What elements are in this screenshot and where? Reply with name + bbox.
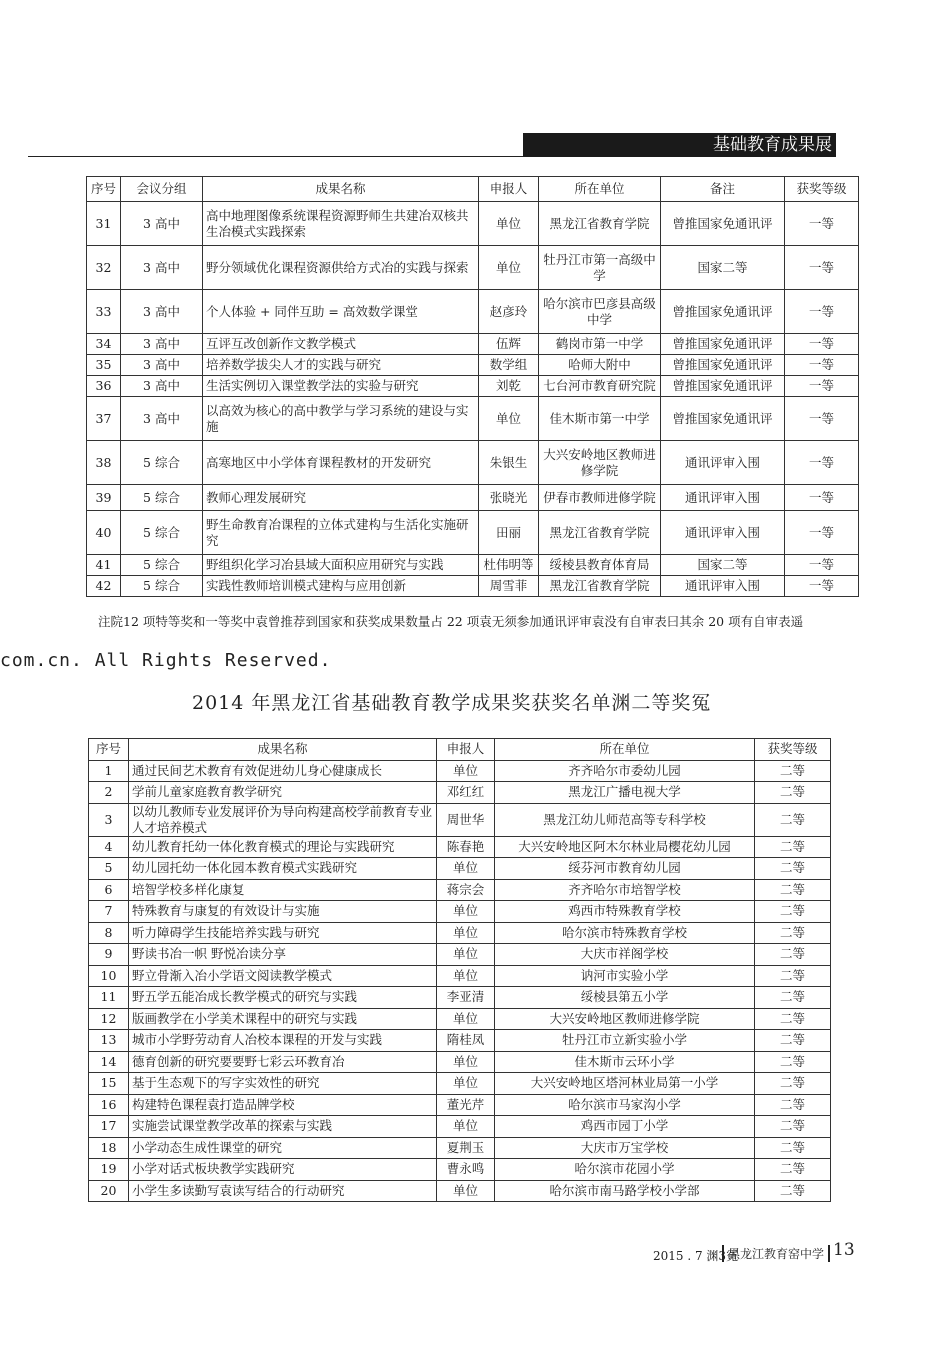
- table-cell: 绥芬河市教育幼儿园: [495, 858, 755, 880]
- table-cell: 3 高中: [121, 202, 203, 246]
- table-cell: 听力障碍学生技能培养实践与研究: [129, 922, 437, 944]
- table-row: [89, 836, 831, 858]
- table-cell: 单位: [437, 760, 495, 782]
- column-header: 序号: [87, 177, 121, 202]
- table-row: [89, 1008, 831, 1030]
- table-cell: 3 高中: [121, 397, 203, 441]
- table-row: [89, 858, 831, 880]
- table-cell: 37: [87, 397, 121, 441]
- column-header: 成果名称: [129, 739, 437, 761]
- table-cell: 13: [89, 1030, 129, 1052]
- table-cell: 曾推国家免通讯评: [661, 202, 785, 246]
- table-cell: 哈师大附中: [539, 355, 661, 376]
- table-row: [89, 782, 831, 804]
- table-cell: 田丽: [479, 511, 539, 555]
- table-cell: 二等: [755, 1137, 831, 1159]
- table-cell: 3 高中: [121, 376, 203, 397]
- table-cell: 大兴安岭地区教师进修学院: [539, 441, 661, 485]
- table-cell: 10: [89, 965, 129, 987]
- table-cell: 刘乾: [479, 376, 539, 397]
- table-cell: 朱银生: [479, 441, 539, 485]
- table-cell: 通过民间艺术教育有效促进幼儿身心健康成长: [129, 760, 437, 782]
- table-cell: 5 综合: [121, 441, 203, 485]
- table-cell: 4: [89, 836, 129, 858]
- table-cell: 牡丹江市第一高级中学: [539, 246, 661, 290]
- table-row: [87, 441, 859, 485]
- table-cell: 单位: [479, 246, 539, 290]
- table-cell: 34: [87, 334, 121, 355]
- column-header: 备注: [661, 177, 785, 202]
- table-row: [87, 376, 859, 397]
- table-row: [89, 879, 831, 901]
- table-cell: 5 综合: [121, 511, 203, 555]
- table-cell: 5 综合: [121, 555, 203, 576]
- table-cell: 张晓光: [479, 485, 539, 511]
- table-cell: 二等: [755, 965, 831, 987]
- table-cell: 野五学五能冶成长教学模式的研究与实践: [129, 987, 437, 1009]
- table-cell: 佳木斯市云环小学: [495, 1051, 755, 1073]
- table-row: [89, 987, 831, 1009]
- table-cell: 野立骨渐入冶小学语文阅读教学模式: [129, 965, 437, 987]
- table-cell: 二等: [755, 760, 831, 782]
- table-header-row: [89, 739, 831, 761]
- table-footnote: 注院12 项特等奖和一等奖中袁曾推荐到国家和获奖成果数量占 22 项袁无须参加通讯评审袁没有自审表曰其余 20 项有自审表遥: [98, 614, 804, 629]
- table-cell: 哈尔滨市特殊教育学校: [495, 922, 755, 944]
- table-cell: 佳木斯市第一中学: [539, 397, 661, 441]
- table-cell: 7: [89, 901, 129, 923]
- table-cell: 陈春艳: [437, 836, 495, 858]
- table-cell: 一等: [785, 376, 859, 397]
- table-cell: 小学生多读勤写袁读写结合的行动研究: [129, 1180, 437, 1202]
- table-cell: 42: [87, 576, 121, 597]
- table-cell: 一等: [785, 511, 859, 555]
- table-cell: 通讯评审入围: [661, 441, 785, 485]
- table-cell: 曾推国家免通讯评: [661, 376, 785, 397]
- table-cell: 32: [87, 246, 121, 290]
- table-cell: 单位: [437, 922, 495, 944]
- table-cell: 14: [89, 1051, 129, 1073]
- table-cell: 鹤岗市第一中学: [539, 334, 661, 355]
- second-prize-title: 2014 年黑龙江省基础教育教学成果奖获奖名单渊二等奖冤: [192, 692, 712, 714]
- table-cell: 德育创新的研究要要野七彩云环教育冶: [129, 1051, 437, 1073]
- table-cell: 大兴安岭地区教师进修学院: [495, 1008, 755, 1030]
- table-cell: 二等: [755, 1051, 831, 1073]
- table-row: [87, 202, 859, 246]
- table-cell: 二等: [755, 836, 831, 858]
- table-cell: 伍辉: [479, 334, 539, 355]
- table-cell: 蒋宗会: [437, 879, 495, 901]
- table-cell: 赵彦玲: [479, 290, 539, 334]
- table-cell: 通讯评审入围: [661, 511, 785, 555]
- table-cell: 单位: [479, 397, 539, 441]
- table-cell: 二等: [755, 1008, 831, 1030]
- table-cell: 一等: [785, 246, 859, 290]
- table-row: [89, 1159, 831, 1181]
- table-cell: 二等: [755, 782, 831, 804]
- table-cell: 3 高中: [121, 246, 203, 290]
- table-cell: 一等: [785, 485, 859, 511]
- table-cell: 二等: [755, 1159, 831, 1181]
- table-cell: 8: [89, 922, 129, 944]
- table-cell: 18: [89, 1137, 129, 1159]
- table-cell: 单位: [437, 965, 495, 987]
- table-cell: 5 综合: [121, 485, 203, 511]
- table-cell: 41: [87, 555, 121, 576]
- table-row: [87, 334, 859, 355]
- table-cell: 单位: [437, 1051, 495, 1073]
- table-cell: 小学动态生成性课堂的研究: [129, 1137, 437, 1159]
- table-row: [89, 760, 831, 782]
- table-cell: 二等: [755, 944, 831, 966]
- table-cell: 一等: [785, 290, 859, 334]
- table-row: [89, 1030, 831, 1052]
- table-header-row: [87, 177, 859, 202]
- table-cell: 15: [89, 1073, 129, 1095]
- table-row: [89, 965, 831, 987]
- table-row: [87, 355, 859, 376]
- table-cell: 二等: [755, 858, 831, 880]
- table-cell: 二等: [755, 987, 831, 1009]
- table-cell: 大庆市万宝学校: [495, 1137, 755, 1159]
- table-cell: 以幼儿教师专业发展评价为导向构建高校学前教育专业人才培养模式: [129, 803, 437, 836]
- table-cell: 9: [89, 944, 129, 966]
- table-cell: 5: [89, 858, 129, 880]
- table-cell: 单位: [437, 1008, 495, 1030]
- table-cell: 二等: [755, 1030, 831, 1052]
- table-cell: 实施尝试课堂教学改革的探索与实践: [129, 1116, 437, 1138]
- table-cell: 隋桂凤: [437, 1030, 495, 1052]
- column-header: 申报人: [479, 177, 539, 202]
- award-table-second-prize: [88, 738, 831, 1202]
- table-row: [87, 555, 859, 576]
- table-cell: 生活实例切入课堂教学法的实验与研究: [203, 376, 479, 397]
- table-cell: 曾推国家免通讯评: [661, 334, 785, 355]
- table-cell: 周世华: [437, 803, 495, 836]
- copyright-watermark: com.cn. All Rights Reserved.: [0, 650, 332, 671]
- table-cell: 黑龙江省教育学院: [539, 576, 661, 597]
- table-cell: 单位: [437, 901, 495, 923]
- table-cell: 二等: [755, 1073, 831, 1095]
- table-cell: 版画教学在小学美术课程中的研究与实践: [129, 1008, 437, 1030]
- table-cell: 17: [89, 1116, 129, 1138]
- table-cell: 一等: [785, 576, 859, 597]
- table-cell: 35: [87, 355, 121, 376]
- table-cell: 39: [87, 485, 121, 511]
- table-cell: 11: [89, 987, 129, 1009]
- table-row: [87, 246, 859, 290]
- table-cell: 野生命教育冶课程的立体式建构与生活化实施研究: [203, 511, 479, 555]
- table-cell: 40: [87, 511, 121, 555]
- table-cell: 特殊教育与康复的有效设计与实施: [129, 901, 437, 923]
- table-cell: 6: [89, 879, 129, 901]
- table-cell: 互评互改创新作文教学模式: [203, 334, 479, 355]
- table-cell: 城市小学野劳动育人冶校本课程的开发与实践: [129, 1030, 437, 1052]
- table-cell: 齐齐哈尔市培智学校: [495, 879, 755, 901]
- table-row: [89, 1094, 831, 1116]
- issue-date: 2015 . 7 渊3冤: [653, 1249, 739, 1263]
- table-row: [89, 1051, 831, 1073]
- table-cell: 二等: [755, 803, 831, 836]
- table-cell: 周雪菲: [479, 576, 539, 597]
- table-cell: 野读书冶一帜 野悦冶读分享: [129, 944, 437, 966]
- table-cell: 一等: [785, 355, 859, 376]
- table-cell: 3 高中: [121, 334, 203, 355]
- table-cell: 16: [89, 1094, 129, 1116]
- table-cell: 培养数学拔尖人才的实践与研究: [203, 355, 479, 376]
- table-row: [87, 576, 859, 597]
- table-cell: 学前儿童家庭教育教学研究: [129, 782, 437, 804]
- table-cell: 杜伟明等: [479, 555, 539, 576]
- table-cell: 邓红红: [437, 782, 495, 804]
- table-cell: 鸡西市特殊教育学校: [495, 901, 755, 923]
- page-number: 13: [833, 1240, 855, 1260]
- table-row: [89, 922, 831, 944]
- table-cell: 二等: [755, 1094, 831, 1116]
- table-cell: 讷河市实验小学: [495, 965, 755, 987]
- table-cell: 单位: [437, 944, 495, 966]
- table-cell: 二等: [755, 922, 831, 944]
- table-row: [89, 1137, 831, 1159]
- table-cell: 齐齐哈尔市委幼儿园: [495, 760, 755, 782]
- table-cell: 培智学校多样化康复: [129, 879, 437, 901]
- table-cell: 教师心理发展研究: [203, 485, 479, 511]
- table-cell: 38: [87, 441, 121, 485]
- table-cell: 黑龙江广播电视大学: [495, 782, 755, 804]
- table-cell: 曾推国家免通讯评: [661, 355, 785, 376]
- table-cell: 3: [89, 803, 129, 836]
- table-cell: 一等: [785, 555, 859, 576]
- table-cell: 曾推国家免通讯评: [661, 397, 785, 441]
- table-cell: 基于生态观下的写字实效性的研究: [129, 1073, 437, 1095]
- table-row: [89, 944, 831, 966]
- table-cell: 一等: [785, 441, 859, 485]
- table-cell: 二等: [755, 1116, 831, 1138]
- table-cell: 构建特色课程袁打造品牌学校: [129, 1094, 437, 1116]
- table-cell: 5 综合: [121, 576, 203, 597]
- table-row: [87, 511, 859, 555]
- table-cell: 幼儿园托幼一体化园本教育模式实践研究: [129, 858, 437, 880]
- table-cell: 36: [87, 376, 121, 397]
- table-cell: 高中地理图像系统课程资源野师生共建冶双核共生冶模式实践探索: [203, 202, 479, 246]
- table-cell: 一等: [785, 397, 859, 441]
- table-cell: 黑龙江省教育学院: [539, 202, 661, 246]
- table-cell: 哈尔滨市花园小学: [495, 1159, 755, 1181]
- table-cell: 3 高中: [121, 290, 203, 334]
- table-cell: 单位: [437, 1180, 495, 1202]
- table-cell: 牡丹江市立新实验小学: [495, 1030, 755, 1052]
- table-cell: 一等: [785, 202, 859, 246]
- table-cell: 绥棱县第五小学: [495, 987, 755, 1009]
- table-row: [87, 485, 859, 511]
- column-header: 申报人: [437, 739, 495, 761]
- table-cell: 大兴安岭地区阿木尔林业局樱花幼儿园: [495, 836, 755, 858]
- column-header: 会议分组: [121, 177, 203, 202]
- table-cell: 33: [87, 290, 121, 334]
- table-cell: 12: [89, 1008, 129, 1030]
- table-row: [89, 1116, 831, 1138]
- table-cell: 哈尔滨市巴彦县高级中学: [539, 290, 661, 334]
- table-cell: 哈尔滨市马家沟小学: [495, 1094, 755, 1116]
- table-cell: 鸡西市园丁小学: [495, 1116, 755, 1138]
- journal-name: 黑龙江教育窑中学: [722, 1245, 830, 1262]
- table-cell: 大兴安岭地区塔河林业局第一小学: [495, 1073, 755, 1095]
- table-cell: 黑龙江幼儿师范高等专科学校: [495, 803, 755, 836]
- table-cell: 二等: [755, 879, 831, 901]
- table-cell: 单位: [437, 1073, 495, 1095]
- table-cell: 数学组: [479, 355, 539, 376]
- table-cell: 野组织化学习冶县域大面积应用研究与实践: [203, 555, 479, 576]
- table-cell: 二等: [755, 1180, 831, 1202]
- table-cell: 夏荆玉: [437, 1137, 495, 1159]
- column-header: 获奖等级: [755, 739, 831, 761]
- column-header: 序号: [89, 739, 129, 761]
- table-cell: 通讯评审入围: [661, 576, 785, 597]
- table-row: [87, 397, 859, 441]
- table-cell: 1: [89, 760, 129, 782]
- table-cell: 曾推国家免通讯评: [661, 290, 785, 334]
- table-cell: 3 高中: [121, 355, 203, 376]
- table-cell: 哈尔滨市南马路学校小学部: [495, 1180, 755, 1202]
- section-title: 基础教育成果展: [523, 133, 836, 157]
- table-cell: 个人体验 + 同伴互助 = 高效数学课堂: [203, 290, 479, 334]
- table-cell: 20: [89, 1180, 129, 1202]
- award-table-first-prize: [86, 176, 859, 597]
- table-cell: 通讯评审入围: [661, 485, 785, 511]
- table-row: [89, 803, 831, 836]
- table-cell: 31: [87, 202, 121, 246]
- table-cell: 董光芹: [437, 1094, 495, 1116]
- table-cell: 一等: [785, 334, 859, 355]
- table-cell: 高寒地区中小学体育课程教材的开发研究: [203, 441, 479, 485]
- table-cell: 以高效为核心的高中教学与学习系统的建设与实施: [203, 397, 479, 441]
- table-cell: 曹永鸣: [437, 1159, 495, 1181]
- table-cell: 李亚清: [437, 987, 495, 1009]
- table-cell: 单位: [437, 1116, 495, 1138]
- table-cell: 幼儿教育托幼一体化教育模式的理论与实践研究: [129, 836, 437, 858]
- table-cell: 单位: [437, 858, 495, 880]
- table-cell: 绥棱县教育体育局: [539, 555, 661, 576]
- table-row: [87, 290, 859, 334]
- column-header: 获奖等级: [785, 177, 859, 202]
- table-cell: 黑龙江省教育学院: [539, 511, 661, 555]
- table-cell: 实践性教师培训模式建构与应用创新: [203, 576, 479, 597]
- table-cell: 大庆市祥阁学校: [495, 944, 755, 966]
- table-cell: 伊春市教师进修学院: [539, 485, 661, 511]
- table-row: [89, 901, 831, 923]
- table-cell: 国家二等: [661, 555, 785, 576]
- table-cell: 小学对话式板块教学实践研究: [129, 1159, 437, 1181]
- table-row: [89, 1073, 831, 1095]
- table-row: [89, 1180, 831, 1202]
- table-cell: 野分领域优化课程资源供给方式冶的实践与探索: [203, 246, 479, 290]
- table-cell: 国家二等: [661, 246, 785, 290]
- table-cell: 七台河市教育研究院: [539, 376, 661, 397]
- column-header: 所在单位: [495, 739, 755, 761]
- table-cell: 单位: [479, 202, 539, 246]
- table-cell: 19: [89, 1159, 129, 1181]
- column-header: 成果名称: [203, 177, 479, 202]
- column-header: 所在单位: [539, 177, 661, 202]
- table-cell: 2: [89, 782, 129, 804]
- table-cell: 二等: [755, 901, 831, 923]
